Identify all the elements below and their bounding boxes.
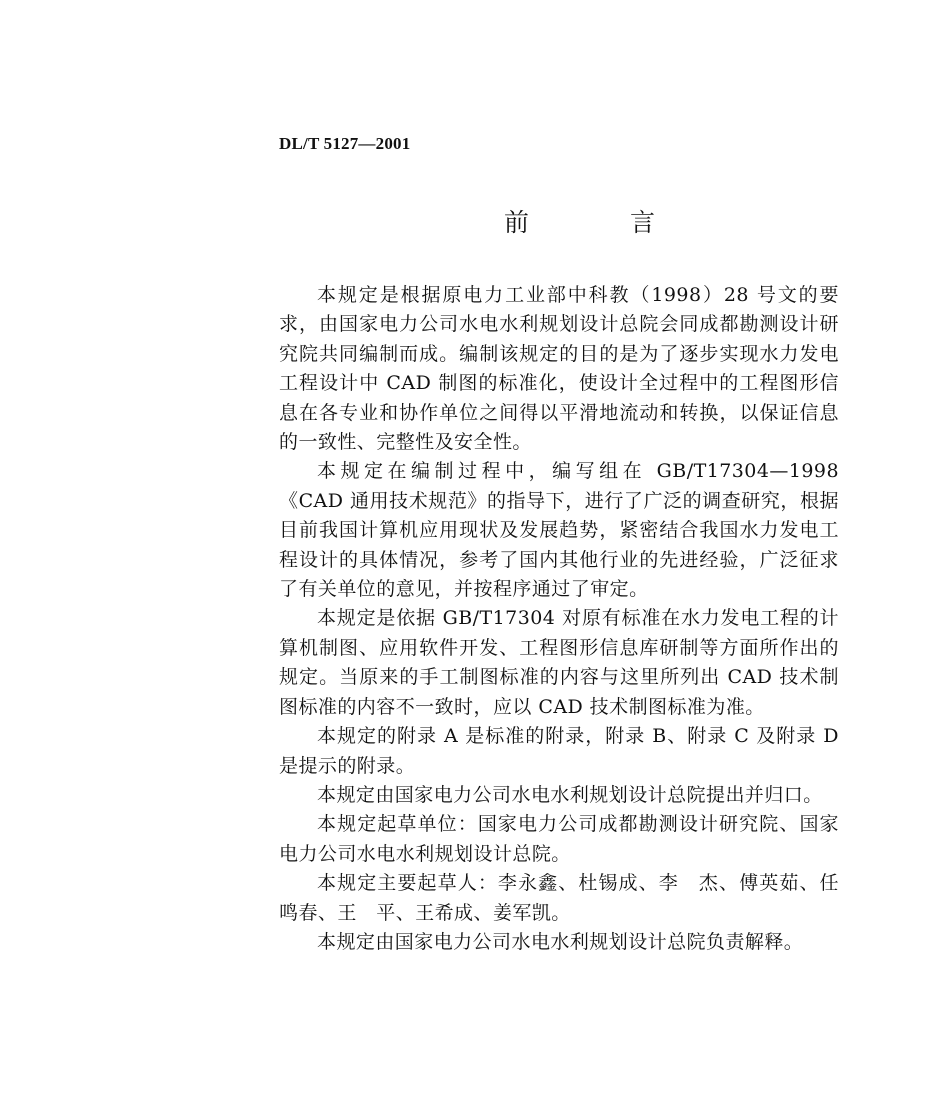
paragraph: 本规定的附录 A 是标准的附录，附录 B、附录 C 及附录 D 是提示的附录。	[279, 725, 839, 777]
paragraph: 本规定是根据原电力工业部中科教（1998）28 号文的要求，由国家电力公司水电水利规划设计总院会同成都勘测设计研究院共同编制而成。编制该规定的目的是为了逐步实现水力发电工程设计中 CAD 制图的标准化，使设计全过程中的工程图形信息在各专业和协作单位之间得以平滑地流动和转换，以保证信息的一致性、完整性及安全性。	[279, 284, 839, 454]
document-code: DL/T 5127—2001	[279, 134, 411, 153]
paragraph: 本规定在编制过程中，编写组在 GB/T17304—1998《CAD 通用技术规范》的指导下，进行了广泛的调查研究，根据目前我国计算机应用现状及发展趋势，紧密结合我国水力发电工程设计的具体情况，参考了国内其他行业的先进经验，广泛征求了有关单位的意见，并按程序通过了审定。	[279, 460, 839, 601]
paragraph: 本规定起草单位：国家电力公司成都勘测设计研究院、国家电力公司水电水利规划设计总院。	[279, 813, 839, 865]
paragraph: 本规定由国家电力公司水电水利规划设计总院负责解释。	[317, 930, 804, 953]
page-title: 前 言	[504, 208, 694, 237]
paragraph: 本规定主要起草人：李永鑫、杜锡成、李 杰、傅英茹、任鸣春、王 平、王希成、姜军凯。	[279, 872, 839, 924]
paragraph: 本规定是依据 GB/T17304 对原有标准在水力发电工程的计算机制图、应用软件开发、工程图形信息库研制等方面所作出的规定。当原来的手工制图标准的内容与这里所列出 CAD 技术制图标准的内容不一致时，应以 CAD 技术制图标准为准。	[279, 607, 839, 718]
paragraph: 本规定由国家电力公司水电水利规划设计总院提出并归口。	[317, 783, 823, 806]
preface-body	[279, 281, 839, 957]
